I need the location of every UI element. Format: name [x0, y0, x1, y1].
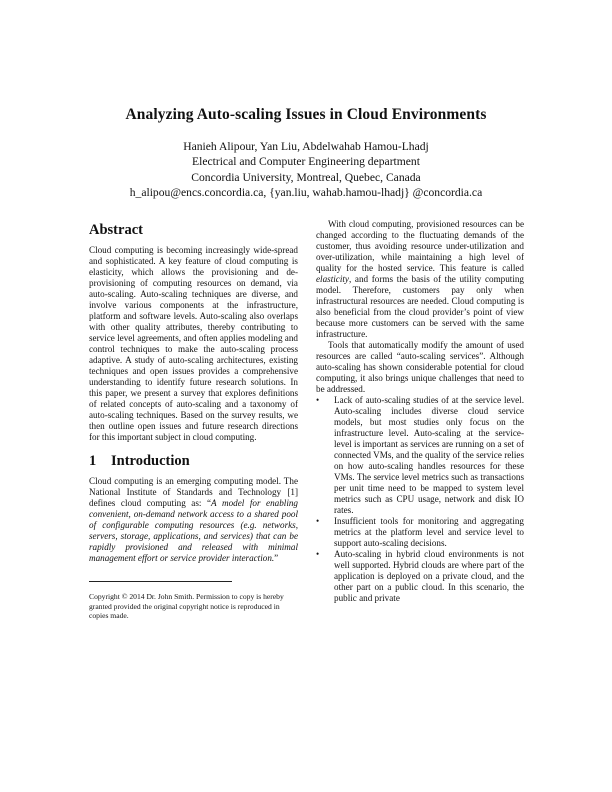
- list-item: [316, 395, 524, 516]
- department: Electrical and Computer Engineering department: [192, 155, 420, 169]
- section-number: 1: [89, 453, 97, 469]
- introduction-heading: [89, 453, 298, 470]
- left-column: [89, 222, 298, 621]
- list-item-text: Lack of auto-scaling studies of at the service level. Auto-scaling includes diverse cloud service models, but most studies only focus on the infrastructure level. Auto-scaling at the service-level is important as services are running on a set of connected VMs, and the quality of the service relies on how auto-scaling handles resources for these VMs. The service level metrics such as transactions per unit time need to be mapped to system level metrics such as CPU usage, network and disk IO rates.: [334, 395, 524, 515]
- affiliation: Concordia University, Montreal, Quebec, Canada: [191, 170, 421, 184]
- elasticity-text-end: , and forms the basis of the utility computing model. Therefore, customers pay only when infrastructural resources are needed. Cloud computing is also beneficial from the cloud provider’s point of view because more customers can be served with the same infrastructure.: [316, 274, 524, 339]
- elasticity-paragraph: [316, 219, 524, 340]
- elasticity-term: elasticity: [316, 274, 349, 284]
- auto-scaling-paragraph: Tools that automatically modify the amount of used resources are called “auto-scaling services”. Although auto-scaling has shown considerable potential for cloud computing, it also brings unique challenges that need to be addressed.: [316, 340, 524, 394]
- bullet-icon: •: [316, 395, 320, 405]
- bullet-icon: •: [316, 549, 320, 559]
- section-title: Introduction: [111, 453, 190, 469]
- bullet-icon: •: [316, 516, 320, 526]
- list-item: [316, 516, 524, 549]
- abstract-text: Cloud computing is becoming increasingly wide-spread and sophisticated. A key feature of cloud computing is elasticity, which allows the provisioning and de-provisioning of computing resources on demand, via auto-scaling. Auto-scaling techniques are diverse, and involve various components at the infrastructure, platform and software levels. Auto-scaling also overlaps with other quality attributes, thereby contributing to service level agreements, and often applies modeling and control techniques to make the auto-scaling process adaptive. A study of auto-scaling architectures, existing techniques and open issues provides a comprehensive understanding to identify future research solutions. In this paper, we present a survey that explores definitions of related concepts of auto-scaling and a taxonomy of auto-scaling techniques. Based on the survey results, we then outline open issues and future research directions for this important subject in cloud computing.: [89, 245, 298, 442]
- quote-close: ”: [274, 553, 279, 563]
- introduction-paragraph: [89, 476, 298, 564]
- right-column: [316, 219, 524, 604]
- challenges-list: [316, 395, 524, 604]
- list-item-text: Insufficient tools for monitoring and aggregating metrics at the platform level and service level to support auto-scaling decisions.: [334, 516, 524, 548]
- author-names: Hanieh Alipour, Yan Liu, Abdelwahab Hamou-Lhadj: [183, 140, 429, 153]
- list-item: [316, 549, 524, 604]
- intro-lead: Cloud computing is an emerging computing model. The National Institute of Standards and Technology [1] defines cloud computing as: “: [89, 476, 298, 508]
- nist-definition-quote: A model for enabling convenient, on-demand network access to a shared pool of configurable computing resources (e.g. networks, servers, storage, applications, and services) that can be rapidly provisioned and released with minimal management effort or service provider interaction.: [89, 498, 298, 563]
- author-block: [0, 139, 612, 201]
- copyright-footnote: Copyright © 2014 Dr. John Smith. Permission to copy is hereby granted provided the original copyright notice is reproduced in copies made.: [89, 592, 284, 621]
- abstract-heading: Abstract: [89, 222, 143, 238]
- paper-title: Analyzing Auto-scaling Issues in Cloud Environments: [125, 106, 487, 123]
- footnote-divider: [89, 581, 232, 582]
- elasticity-text-start: With cloud computing, provisioned resources can be changed according to the fluctuating demands of the customer, thus avoiding resource under-utilization and over-utilization, while maintaining a high level of quality for the hosted service. This feature is called: [316, 219, 524, 273]
- author-emails: h_alipou@encs.concordia.ca, {yan.liu, wahab.hamou-lhadj} @concordia.ca: [129, 186, 483, 200]
- list-item-text: Auto-scaling in hybrid cloud environments is not well supported. Hybrid clouds are where part of the application is deployed on a private cloud, and the other part on a public cloud. In this scenario, the public and private: [334, 549, 524, 603]
